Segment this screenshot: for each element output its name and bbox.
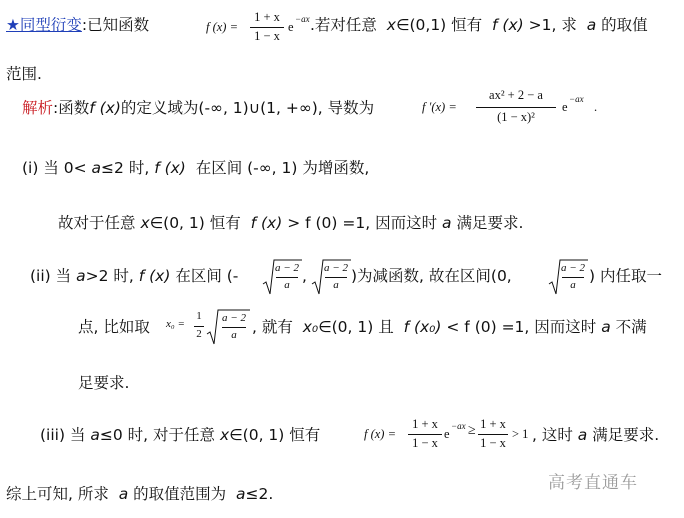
problem-lead: :已知函数: [81, 16, 150, 34]
case1-text-g: 满足要求.: [456, 214, 524, 232]
derivative-lhs: f ′(x) =: [422, 100, 457, 114]
var-x: x: [140, 214, 150, 232]
case1-text-e: ∈(0, 1) 恒有: [149, 214, 241, 232]
var-a: a: [76, 267, 86, 285]
radical-denominator: a: [570, 279, 576, 291]
analysis-text-1: :函数: [53, 99, 90, 117]
conclusion-line: [6, 484, 273, 504]
problem-mid: .若对任意: [310, 16, 377, 34]
radical-denominator: a: [231, 329, 237, 341]
var-a: a: [601, 318, 611, 336]
case1-line-1: [22, 158, 369, 178]
radical-1: [262, 258, 302, 298]
radical-denominator: a: [284, 279, 290, 291]
case2-line-1-end: ) 内任取一: [589, 267, 662, 285]
case2-line-2-end: [252, 317, 647, 337]
x0-formula: [166, 306, 250, 350]
case2-line-1-mid: )为减函数, 故在区间(0,: [351, 267, 512, 285]
fx: f (x): [250, 214, 283, 232]
problem-line-1: [6, 15, 149, 35]
case3-denominator: 1 − x: [412, 436, 438, 450]
case3-line-end: [532, 425, 659, 445]
formula-exponent: −ax: [295, 14, 310, 24]
case3-numerator-2: 1 + x: [480, 417, 506, 431]
case2-line-3: 足要求.: [78, 374, 130, 392]
watermark-text: 高考直通车: [548, 473, 638, 493]
radical-numerator: a − 2: [222, 312, 246, 324]
var-x0: x₀: [302, 318, 319, 336]
half-denominator: 2: [196, 328, 202, 340]
var-a: a: [577, 426, 588, 444]
case2-line-2-start: 点, 比如取: [78, 318, 150, 336]
fx: f (x): [89, 99, 121, 117]
fx: f (x): [492, 16, 524, 34]
formula-e: e: [288, 20, 294, 34]
case2-text-c: 在区间 (-: [175, 267, 239, 285]
problem-tail: 的取值: [601, 16, 648, 34]
case2-text-b: >2 时,: [85, 267, 134, 285]
x0-lhs: x₀ =: [166, 318, 185, 330]
case3-text-c: ∈(0, 1) 恒有: [229, 426, 321, 444]
var-a: a: [90, 426, 100, 444]
var-a: a: [442, 214, 452, 232]
case3-ge: ≥: [468, 423, 476, 438]
var-a: a: [91, 159, 102, 177]
radical-numerator: a − 2: [561, 262, 585, 274]
problem-line-2: 范围.: [6, 65, 42, 83]
case3-text-e: 满足要求.: [592, 426, 660, 444]
case1-text-c: 在区间 (-∞, 1) 为增函数,: [195, 159, 370, 177]
problem-condition: >1, 求: [528, 16, 577, 34]
case2-line-1-start: [30, 266, 238, 286]
case2-comma: ,: [302, 267, 307, 285]
case1-text-d: 故对于任意: [58, 214, 136, 232]
case2-text-d: , 就有: [252, 318, 293, 336]
formula-numerator: 1 + x: [254, 10, 280, 24]
case2-text-g: 不满: [615, 318, 647, 336]
derivative-e: e: [562, 100, 568, 114]
case3-lhs: f (x) =: [364, 427, 397, 441]
conclusion-text-a: 综上可知, 所求: [6, 485, 109, 503]
analysis-line: [22, 98, 374, 118]
case2-text-f: < f (0) =1, 因而这时: [446, 318, 597, 336]
case3-formula: [364, 415, 534, 455]
derivative-formula: [422, 88, 612, 128]
var-x: x: [219, 426, 230, 444]
case3-text-b: ≤0 时, 对于任意: [99, 426, 216, 444]
case1-line-2: [58, 213, 523, 233]
fx0: f (x₀): [403, 318, 442, 336]
case2-text-a: (ii) 当: [30, 267, 72, 285]
case3-text-d: , 这时: [532, 426, 573, 444]
formula-lhs: f (x) =: [206, 20, 239, 34]
radical-denominator: a: [333, 279, 339, 291]
radical-3: [548, 258, 588, 298]
problem-title: ★同型衍变: [6, 16, 82, 34]
case3-line-start: [40, 425, 320, 445]
radical-2: [311, 258, 351, 298]
conclusion-text-c: ≤2.: [245, 485, 274, 503]
problem-domain: ∈(0,1) 恒有: [395, 16, 483, 34]
case1-text-a: (i) 当 0<: [22, 159, 87, 177]
analysis-label: 解析: [22, 99, 54, 117]
derivative-dot: .: [594, 100, 598, 114]
fx: f (x): [154, 159, 186, 177]
var-a: a: [236, 485, 246, 503]
var-a: a: [586, 16, 597, 34]
case3-text-a: (iii) 当: [40, 426, 86, 444]
case3-e: e: [444, 427, 450, 441]
case3-exponent: −ax: [451, 421, 466, 431]
derivative-exponent: −ax: [569, 94, 584, 104]
var-a: a: [118, 485, 129, 503]
conclusion-text-b: 的取值范围为: [133, 485, 227, 503]
case3-gt1: > 1: [512, 427, 529, 441]
case1-text-f: > f (0) =1, 因而这时: [287, 214, 438, 232]
radical-numerator: a − 2: [275, 262, 299, 274]
case3-denominator-2: 1 − x: [480, 436, 506, 450]
var-x: x: [386, 16, 396, 34]
case1-text-b: ≤2 时,: [101, 159, 150, 177]
case3-numerator: 1 + x: [412, 417, 438, 431]
derivative-denominator: (1 − x)²: [497, 110, 535, 124]
half-numerator: 1: [196, 310, 202, 322]
problem-function-formula: [206, 10, 316, 44]
fx: f (x): [138, 267, 171, 285]
derivative-numerator: ax² + 2 − a: [489, 88, 543, 102]
radical-numerator: a − 2: [324, 262, 348, 274]
problem-line-1-tail: [310, 15, 648, 35]
formula-denominator: 1 − x: [254, 29, 280, 43]
case2-text-e: ∈(0, 1) 且: [318, 318, 394, 336]
analysis-text-2: 的定义域为(-∞, 1)∪(1, +∞), 导数为: [120, 99, 375, 117]
